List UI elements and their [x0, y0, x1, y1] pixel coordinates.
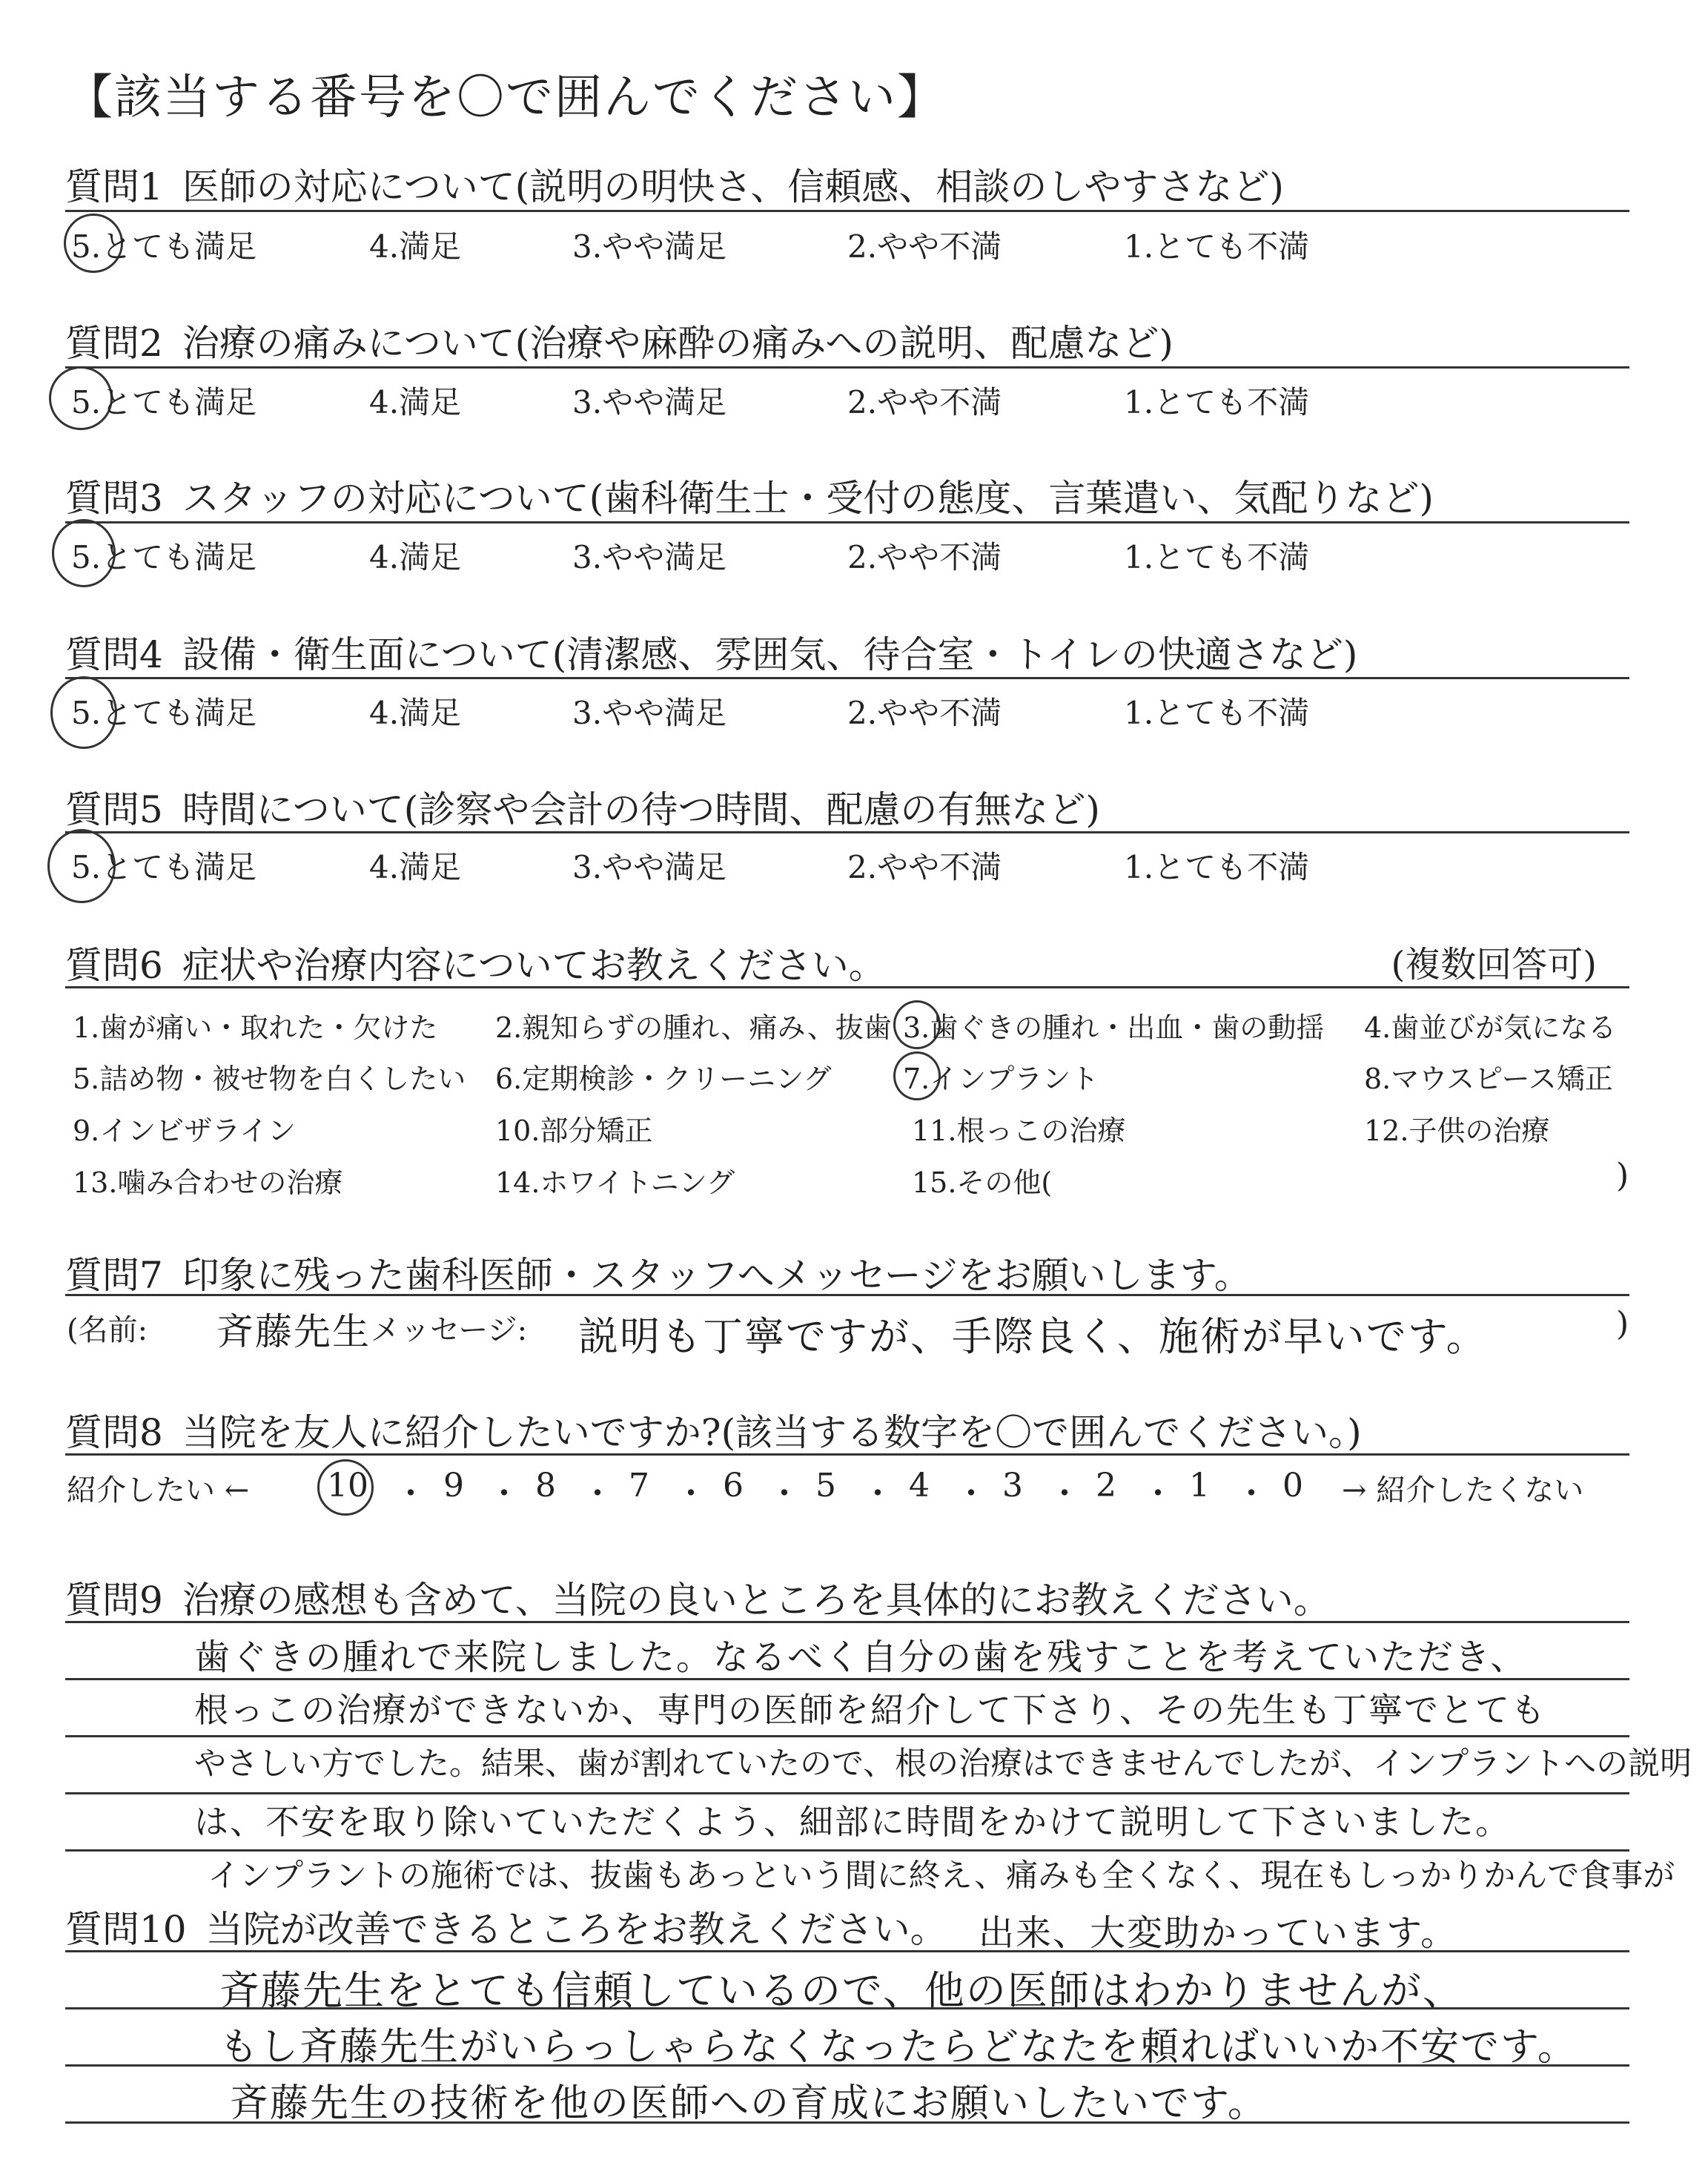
- q7-close-paren: ): [1616, 1305, 1629, 1343]
- question-9-title: [65, 1571, 1331, 1624]
- question-1-text: 医師の対応について(説明の明快さ、信頼感、相談のしやすさなど): [182, 165, 1284, 208]
- q8-dot-6: ・: [861, 1475, 894, 1513]
- q3-choice-1[interactable]: 1.とても不満: [1124, 539, 1310, 575]
- q6-option-14[interactable]: 14.ホワイトニング: [495, 1166, 735, 1199]
- question-2-rule: [65, 366, 1629, 369]
- q7-message-value[interactable]: 説明も丁寧ですが、手際良く、施術が早いです。: [578, 1313, 1488, 1360]
- q4-choice-3[interactable]: 3.やや満足: [572, 695, 727, 731]
- q8-dot-9: ・: [1142, 1475, 1174, 1513]
- question-5-number: 質問5: [65, 788, 163, 831]
- q8-scale-5[interactable]: 5: [815, 1467, 836, 1505]
- q1-choice-3[interactable]: 3.やや満足: [572, 228, 727, 265]
- q1-choice-5[interactable]: 5.とても満足: [71, 228, 257, 265]
- question-6-number: 質問6: [65, 944, 163, 987]
- q6-option-5[interactable]: 5.詰め物・被せ物を白くしたい: [73, 1063, 466, 1095]
- question-10-text: 当院が改善できるところをお教えください。: [205, 1908, 947, 1951]
- q8-dot-4: ・: [675, 1475, 707, 1513]
- q1-choice-4[interactable]: 4.満足: [369, 228, 462, 265]
- question-8-number: 質問8: [65, 1411, 163, 1454]
- q9-answer-text-4[interactable]: は、不安を取り除いていただくよう、細部に時間をかけて説明して下さいました。: [194, 1802, 1511, 1842]
- q3-choice-2[interactable]: 2.やや不満: [847, 539, 1002, 575]
- q8-scale-3[interactable]: 3: [1002, 1467, 1023, 1505]
- q8-scale-4[interactable]: 4: [909, 1467, 930, 1505]
- form-header: 【該当する番号を〇で囲んでください】: [65, 70, 946, 125]
- question-5-rule: [65, 831, 1629, 833]
- q6-option-8[interactable]: 8.マウスピース矯正: [1364, 1063, 1613, 1095]
- q3-choice-3[interactable]: 3.やや満足: [572, 539, 727, 575]
- q2-choice-4[interactable]: 4.満足: [369, 384, 462, 420]
- q6-option-6[interactable]: 6.定期検診・クリーニング: [495, 1063, 832, 1095]
- q2-choice-3[interactable]: 3.やや満足: [572, 384, 727, 420]
- q8-scale-6[interactable]: 6: [723, 1467, 744, 1505]
- q1-choice-2[interactable]: 2.やや不満: [847, 228, 1002, 265]
- q2-choice-5[interactable]: 5.とても満足: [71, 384, 257, 420]
- question-5-text: 時間について(診察や会計の待つ時間、配慮の有無など): [182, 788, 1100, 831]
- q4-choice-1[interactable]: 1.とても不満: [1124, 695, 1310, 731]
- q1-choice-1[interactable]: 1.とても不満: [1124, 228, 1310, 265]
- q8-right-label: → 紹介したくない: [1342, 1473, 1584, 1507]
- question-8-rule: [65, 1453, 1629, 1456]
- question-10-title: [65, 1900, 947, 1953]
- q8-scale-2[interactable]: 2: [1096, 1467, 1116, 1505]
- question-6-title: [65, 936, 886, 989]
- question-8-text: 当院を友人に紹介したいですか?(該当する数字を〇で囲んでください。): [182, 1411, 1362, 1454]
- q9-answer-text-3[interactable]: やさしい方でした。結果、歯が割れていたので、根の治療はできませんでしたが、インプラントへの説明: [194, 1745, 1692, 1783]
- q10-answer-text-3[interactable]: 斉藤先生の技術を他の医師への育成にお願いしたいです。: [230, 2081, 1268, 2126]
- question-6-rule: [65, 986, 1629, 988]
- q8-dot-1: ・: [394, 1475, 427, 1513]
- q9-answer-line-4: [65, 1792, 1629, 1794]
- q5-choice-1[interactable]: 1.とても不満: [1124, 849, 1310, 885]
- q6-option-12[interactable]: 12.子供の治療: [1364, 1114, 1550, 1147]
- q8-dot-10: ・: [1235, 1475, 1268, 1513]
- q6-option-11[interactable]: 11.根っこの治療: [912, 1114, 1126, 1147]
- q6-option-15[interactable]: 15.その他(: [912, 1166, 1053, 1199]
- q4-choice-5[interactable]: 5.とても満足: [71, 695, 257, 731]
- q9-answer-line-1: [65, 1621, 1629, 1623]
- q8-dot-5: ・: [768, 1475, 801, 1513]
- q6-option-1[interactable]: 1.歯が痛い・取れた・欠けた: [73, 1011, 438, 1044]
- q6-option-10[interactable]: 10.部分矯正: [495, 1114, 653, 1147]
- q8-scale-1[interactable]: 1: [1189, 1467, 1210, 1505]
- q5-choice-2[interactable]: 2.やや不満: [847, 849, 1002, 885]
- question-3-rule: [65, 521, 1629, 524]
- question-2-number: 質問2: [65, 322, 163, 365]
- question-1-number: 質問1: [65, 165, 163, 208]
- q6-option-7[interactable]: 7.インプラント: [903, 1063, 1099, 1095]
- q8-scale-8[interactable]: 8: [535, 1467, 556, 1505]
- question-4-title: [65, 625, 1357, 678]
- question-1-rule: [65, 210, 1629, 212]
- question-3-text: スタッフの対応について(歯科衛生士・受付の態度、言葉遣い、気配りなど): [182, 477, 1434, 520]
- q5-choice-3[interactable]: 3.やや満足: [572, 849, 727, 885]
- question-2-title: [65, 314, 1174, 367]
- q7-name-value[interactable]: 斉藤先生: [216, 1310, 371, 1353]
- q6-option-13[interactable]: 13.噛み合わせの治療: [73, 1166, 343, 1199]
- q10-answer-text-2[interactable]: もし斉藤先生がいらっしゃらなくなったらどなたを頼ればいいか不安です。: [219, 2025, 1578, 2070]
- question-3-title: [65, 469, 1434, 522]
- q4-choice-4[interactable]: 4.満足: [369, 695, 462, 731]
- question-3-number: 質問3: [65, 477, 163, 520]
- q6-option-4[interactable]: 4.歯並びが気になる: [1364, 1011, 1617, 1044]
- q5-choice-4[interactable]: 4.満足: [369, 849, 462, 885]
- q3-choice-5[interactable]: 5.とても満足: [71, 539, 257, 575]
- q10-answer-line-1: [65, 1950, 1629, 1952]
- question-2-text: 治療の痛みについて(治療や麻酔の痛みへの説明、配慮など): [182, 322, 1174, 365]
- q6-other-close-paren: ): [1616, 1157, 1629, 1195]
- question-6-text: 症状や治療内容についてお教えください。: [182, 944, 886, 987]
- q8-scale-10[interactable]: 10: [327, 1467, 368, 1505]
- q2-choice-1[interactable]: 1.とても不満: [1124, 384, 1310, 420]
- question-10-number: 質問10: [65, 1908, 187, 1951]
- q7-name-label: (名前:: [67, 1313, 148, 1347]
- q9-answer-line-3: [65, 1735, 1629, 1737]
- q9-answer-text-1[interactable]: 歯ぐきの腫れで来院しました。なるべく自分の歯を残すことを考えていただき、: [194, 1636, 1528, 1678]
- question-7-number: 質問7: [65, 1254, 163, 1297]
- q8-left-label: 紹介したい ←: [67, 1473, 250, 1507]
- question-7-title: [65, 1246, 1251, 1299]
- question-5-title: [65, 780, 1100, 833]
- q3-choice-4[interactable]: 4.満足: [369, 539, 462, 575]
- q8-scale-7[interactable]: 7: [629, 1467, 649, 1505]
- q6-option-9[interactable]: 9.インビザライン: [73, 1114, 297, 1147]
- q9-answer-text-6[interactable]: 出来、大変助かっています。: [979, 1912, 1458, 1954]
- q8-scale-0[interactable]: 0: [1282, 1467, 1303, 1505]
- q8-dot-2: ・: [488, 1475, 520, 1513]
- q5-choice-5[interactable]: 5.とても満足: [71, 849, 257, 885]
- question-7-text: 印象に残った歯科医師・スタッフへメッセージをお願いします。: [182, 1254, 1251, 1297]
- q8-dot-7: ・: [955, 1475, 987, 1513]
- q8-dot-8: ・: [1048, 1475, 1081, 1513]
- question-7-rule: [65, 1294, 1629, 1296]
- q6-option-3[interactable]: 3.歯ぐきの腫れ・出血・歯の動揺: [903, 1011, 1325, 1044]
- q4-choice-2[interactable]: 2.やや不満: [847, 695, 1002, 731]
- question-4-rule: [65, 677, 1629, 679]
- question-9-number: 質問9: [65, 1579, 163, 1622]
- question-1-title: [65, 157, 1284, 211]
- q6-option-2[interactable]: 2.親知らずの腫れ、痛み、抜歯: [495, 1011, 892, 1044]
- question-4-text: 設備・衛生面について(清潔感、雰囲気、待合室・トイレの快適さなど): [182, 633, 1358, 676]
- q8-scale-9[interactable]: 9: [443, 1467, 464, 1505]
- q10-answer-text-1[interactable]: 斉藤先生をとても信頼しているので、他の医師はわかりませんが、: [219, 1967, 1464, 2014]
- multiple-answers-note: (複数回答可): [1391, 944, 1597, 985]
- q8-dot-3: ・: [581, 1475, 614, 1513]
- q2-choice-2[interactable]: 2.やや不満: [847, 384, 1002, 420]
- q9-answer-text-5[interactable]: インプラントの施術では、抜歯もあっという間に終え、痛みも全くなく、現在もしっかりかんで食事が: [208, 1857, 1675, 1895]
- question-8-title: [65, 1403, 1362, 1456]
- question-4-number: 質問4: [65, 633, 163, 676]
- q7-message-label: メッセージ:: [371, 1313, 528, 1347]
- q9-answer-text-2[interactable]: 根っこの治療ができないか、専門の医師を紹介して下さり、その先生も丁寧でとても: [194, 1690, 1546, 1730]
- question-9-text: 治療の感想も含めて、当院の良いところを具体的にお教えください。: [182, 1579, 1331, 1622]
